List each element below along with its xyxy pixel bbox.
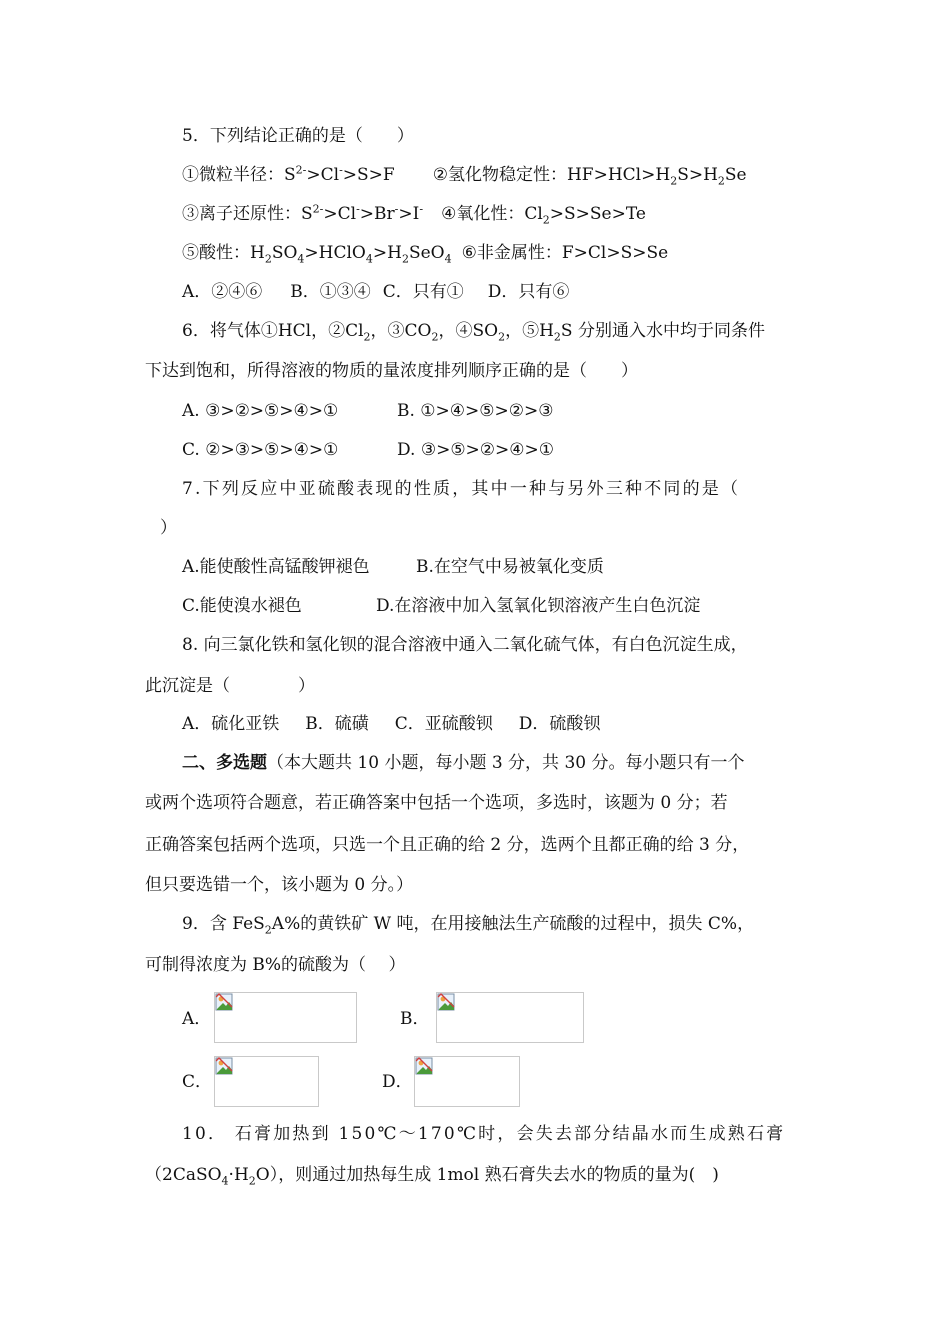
broken-image-icon — [415, 1057, 433, 1075]
q9-option-c-label: C． — [182, 1072, 213, 1092]
q8-stem-line1: 8. 向三氯化铁和氢化钡的混合溶液中通入二氧化硫气体，有白色沉淀生成， — [182, 635, 748, 655]
q7-option-b: B.在空气中易被氧化变质 — [416, 557, 604, 577]
q6-option-d: D. ③>⑤>②>④>① — [397, 440, 555, 460]
broken-image-icon — [215, 993, 233, 1011]
section2-intro-line1: 二、多选题（本大题共 10 小题，每小题 3 分，共 30 分。每小题只有一个 — [182, 753, 745, 773]
q5-statements-1-2: ①微粒半径：$S^{2-}>Cl^->S>F$ ②氢化物稳定性：$HF>HCl>H_2S>H_2Se$ — [182, 163, 747, 188]
q5-statements-3-4: ③离子还原性：$S^{2-}>Cl^->Br^->I^-$ ④氧化性：$Cl_2>S>Se>Te$ — [182, 202, 646, 227]
q5-stem: 5．下列结论正确的是（ ） — [182, 126, 414, 146]
q9-stem-line2: 可制得浓度为 B%的硫酸为（ ） — [145, 955, 406, 975]
q6-stem-line1: 6．将气体①HCl，$②Cl_2$，$③CO_2$，$④SO_2$，$⑤H_2S$ 分别通入水中均于同条件 — [182, 321, 765, 344]
q7-stem-line2: ） — [160, 518, 177, 538]
q10-stem-line1: 10． 石膏加热到 150℃～170℃时，会失去部分结晶水而生成熟石膏 — [182, 1124, 786, 1144]
q9-stem-line1: 9．含 FeS$_2$A%的黄铁矿 W 吨，在用接触法生产硫酸的过程中，损失 C%， — [182, 914, 755, 937]
q9-option-c-formula-image — [214, 1056, 319, 1107]
q9-option-a-formula-image — [214, 992, 357, 1043]
q5-options — [182, 281, 569, 303]
q6-stem-line2: 下达到饱和，所得溶液的物质的量浓度排列顺序正确的是（ ） — [145, 361, 638, 381]
q10-stem-line2: $(2CaSO_4\cdot H_2O)$，则通过加热每生成 1mol 熟石膏失去水的物质的量为( ) — [145, 1165, 719, 1188]
q7-stem-line1: 7.下列反应中亚硫酸表现的性质，其中一种与另外三种不同的是（ — [182, 479, 741, 499]
q5-statements-5-6: ⑤酸性：$H_2SO_4>HClO_4>H_2SeO_4$ ⑥非金属性：F>Cl>S>Se — [182, 243, 669, 266]
q7-option-d: D.在溶液中加入氢氧化钡溶液产生白色沉淀 — [376, 596, 701, 616]
q9-option-a-label: A． — [182, 1009, 212, 1029]
broken-image-icon — [215, 1057, 233, 1075]
q9-option-b-formula-image — [436, 992, 584, 1043]
q5-option-a: A．②④⑥ — [182, 282, 263, 302]
section2-intro-line4: 但只要选错一个，该小题为 0 分。） — [145, 875, 414, 895]
q6-option-b: B. ①>④>⑤>②>③ — [397, 401, 554, 421]
q7-option-a: A.能使酸性高锰酸钾褪色 — [182, 557, 370, 577]
q8-stem-line2: 此沉淀是（ ） — [145, 676, 315, 696]
q5-option-b: B．①③④ — [290, 282, 371, 302]
q6-option-c: C. ②>③>⑤>④>① — [182, 440, 339, 460]
q5-option-c: C．只有① — [382, 282, 464, 302]
q8-option-b: B．硫磺 — [305, 714, 369, 734]
q9-option-d-label: D． — [382, 1072, 413, 1092]
q8-options — [182, 713, 600, 735]
section2-intro-line2: 或两个选项符合题意，若正确答案中包括一个选项，多选时，该题为 0 分；若 — [145, 793, 728, 813]
section2-intro-line3: 正确答案包括两个选项，只选一个且正确的给 2 分，选两个且都正确的给 3 分， — [145, 835, 750, 855]
q6-option-a: A. ③>②>⑤>④>① — [182, 401, 339, 421]
section2-heading: 二、多选题 — [182, 753, 267, 773]
q8-option-a: A．硫化亚铁 — [182, 714, 280, 734]
q9-option-b-label: B． — [400, 1009, 430, 1029]
q8-option-c: C．亚硫酸钡 — [394, 714, 493, 734]
q9-option-d-formula-image — [414, 1056, 520, 1107]
q7-option-c: C.能使溴水褪色 — [182, 596, 302, 616]
broken-image-icon — [437, 993, 455, 1011]
q8-option-d: D．硫酸钡 — [518, 714, 601, 734]
q5-option-d: D．只有⑥ — [487, 282, 570, 302]
